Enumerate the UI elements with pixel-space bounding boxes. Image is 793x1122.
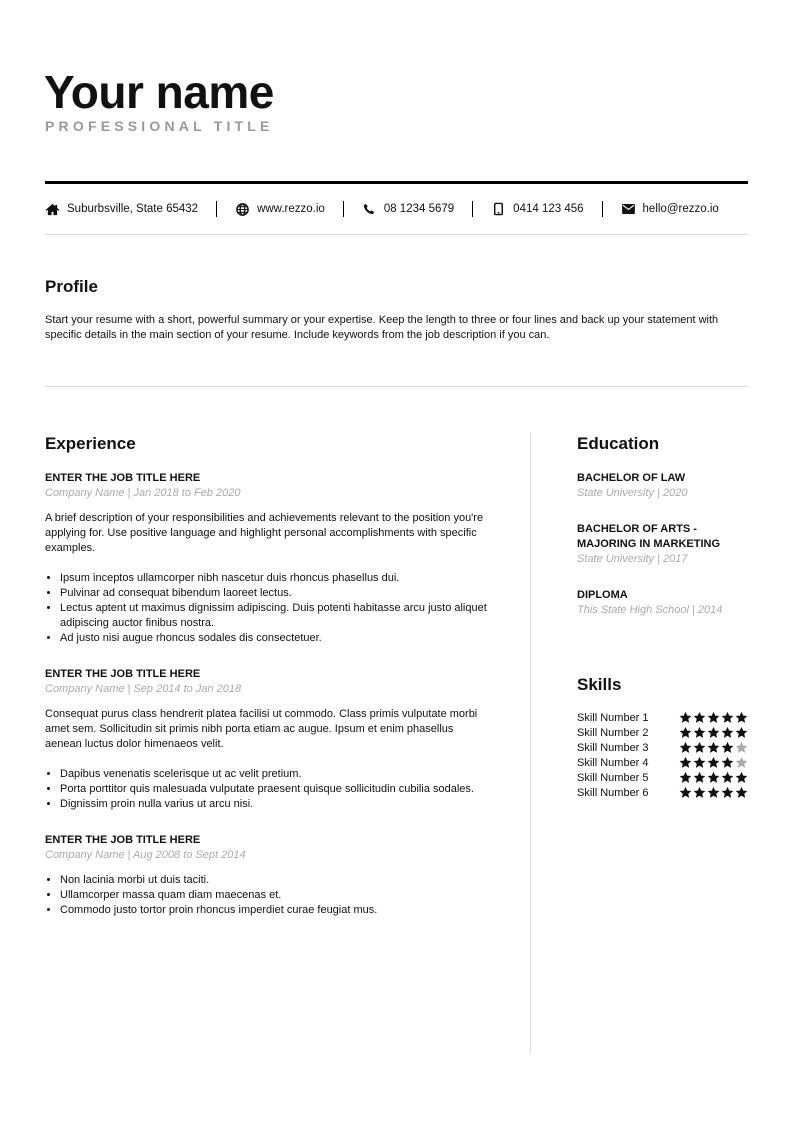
star-icon: [721, 726, 734, 739]
job-description: Consequat purus class hendrerit platea facilisi ut commodo. Class primis vulputate morbi amet sem. Sollicitudin sit primis nibh porta etiam ac augue. Ipsum et enim phasellus aenean luctus dolor himenaeos velit.: [45, 708, 478, 750]
star-icon: [679, 711, 692, 724]
education-meta: State University | 2020: [577, 487, 688, 499]
bullet-item: • Lectus aptent ut maximus dignissim adipiscing. Duis potenti habitasse arcu justo aliquet adipiscing auctor finibus nostra.: [60, 601, 490, 631]
contact-item: [621, 202, 719, 216]
star-icon: [735, 771, 748, 784]
contact-item: [362, 202, 454, 216]
job-bullets: [45, 571, 490, 646]
skill-row: [577, 756, 748, 771]
star-icon: [679, 741, 692, 754]
education-list: [577, 471, 748, 639]
bullet-item: • Commodo justo tortor proin rhoncus imperdiet curae feugiat mus.: [60, 903, 490, 918]
globe-icon: [235, 202, 250, 216]
bullet-item: • Dignissim proin nulla varius ut arcu nisi.: [60, 797, 490, 812]
header-rule: [45, 181, 748, 184]
degree: BACHELOR OF LAW: [577, 472, 686, 484]
star-icon: [721, 711, 734, 724]
contact-text: www.rezzo.io: [257, 203, 325, 215]
contact-separator: [472, 201, 473, 217]
skill-name: Skill Number 2: [577, 727, 649, 739]
skill-name: Skill Number 6: [577, 787, 649, 799]
skill-rating: [679, 711, 748, 726]
skill-rating: [679, 756, 748, 771]
bullet-item: • Porta porttitor quis malesuada vulputate praesent quisque sollicitudin cubilia sodales.: [60, 782, 490, 797]
professional-title: PROFESSIONAL TITLE: [45, 118, 274, 134]
experience-list: [45, 471, 490, 939]
bullet-item: • Ullamcorper massa quam diam maecenas et.: [60, 888, 490, 903]
skill-name: Skill Number 3: [577, 742, 649, 754]
column-divider: [530, 432, 531, 1054]
star-icon: [693, 786, 706, 799]
star-icon: [735, 786, 748, 799]
star-icon: [707, 726, 720, 739]
bullet-item: • Pulvinar ad consequat bibendum laoreet lectus.: [60, 586, 490, 601]
skill-name: Skill Number 5: [577, 772, 649, 784]
star-icon: [693, 711, 706, 724]
star-icon: [735, 711, 748, 724]
job-meta: Company Name | Sep 2014 to Jan 2018: [45, 683, 242, 695]
degree: DIPLOMA: [577, 589, 628, 601]
star-icon: [693, 756, 706, 769]
star-icon: [707, 756, 720, 769]
skill-row: [577, 726, 748, 741]
profile-heading: Profile: [45, 277, 98, 296]
envelope-icon: [621, 202, 636, 216]
education-meta: State University | 2017: [577, 553, 688, 565]
job-title: ENTER THE JOB TITLE HERE: [45, 834, 201, 846]
star-icon: [693, 771, 706, 784]
skill-row: [577, 786, 748, 801]
bullet-item: • Dapibus venenatis scelerisque ut ac velit pretium.: [60, 767, 490, 782]
skill-rating: [679, 786, 748, 801]
home-icon: [45, 202, 60, 216]
job-title: ENTER THE JOB TITLE HERE: [45, 668, 201, 680]
star-icon: [721, 771, 734, 784]
contact-text: 08 1234 5679: [383, 203, 455, 215]
star-icon: [721, 756, 734, 769]
skills-list: [577, 711, 748, 801]
star-icon: [679, 786, 692, 799]
phone-icon: [362, 202, 377, 216]
star-icon: [735, 741, 748, 754]
star-icon: [735, 726, 748, 739]
experience-heading: Experience: [45, 434, 136, 453]
education-entry: [577, 588, 748, 618]
skill-name: Skill Number 4: [577, 757, 649, 769]
skill-rating: [679, 771, 748, 786]
job-bullets: [45, 767, 490, 812]
contact-separator: [602, 201, 603, 217]
job-bullets: [45, 873, 490, 918]
degree: BACHELOR OF ARTS - MAJORING IN MARKETING: [577, 523, 720, 550]
skills-heading: Skills: [577, 675, 622, 694]
contact-bar: [45, 200, 748, 218]
skill-row: [577, 771, 748, 786]
job-description: A brief description of your responsibilities and achievements relevant to the position you're applying for. Use positive language and highlight personal accomplishments with specific examples.: [45, 512, 484, 554]
star-icon: [693, 726, 706, 739]
profile-text: Start your resume with a short, powerful summary or your expertise. Keep the length to three or four lines and back up your statement with specific details in the main section of your resume. Include keywords from the job description if you can.: [45, 314, 719, 341]
divider: [45, 234, 748, 235]
contact-item: [45, 202, 198, 216]
star-icon: [721, 741, 734, 754]
bullet-item: • Ipsum inceptos ullamcorper nibh nascetur duis rhoncus phasellus dui.: [60, 571, 490, 586]
skill-rating: [679, 741, 748, 756]
star-icon: [679, 756, 692, 769]
divider: [45, 386, 748, 387]
bullet-item: • Non lacinia morbi ut duis taciti.: [60, 873, 490, 888]
skill-row: [577, 711, 748, 726]
skill-row: [577, 741, 748, 756]
star-icon: [679, 726, 692, 739]
star-icon: [693, 741, 706, 754]
job-meta: Company Name | Jan 2018 to Feb 2020: [45, 487, 241, 499]
contact-separator: [343, 201, 344, 217]
job-title: ENTER THE JOB TITLE HERE: [45, 472, 201, 484]
contact-text: Suburbsville, State 65432: [67, 203, 199, 215]
mobile-icon: [491, 202, 506, 216]
education-meta: This State High School | 2014: [577, 604, 723, 616]
star-icon: [735, 756, 748, 769]
job-meta: Company Name | Aug 2008 to Sept 2014: [45, 849, 246, 861]
contact-item: [491, 202, 583, 216]
contact-text: hello@rezzo.io: [642, 203, 719, 215]
education-entry: [577, 471, 748, 501]
star-icon: [707, 711, 720, 724]
name: Your name: [44, 66, 274, 118]
star-icon: [707, 771, 720, 784]
star-icon: [679, 771, 692, 784]
job-entry: [45, 471, 490, 646]
job-entry: [45, 667, 490, 812]
star-icon: [707, 786, 720, 799]
job-entry: [45, 833, 490, 918]
skill-rating: [679, 726, 748, 741]
contact-separator: [216, 201, 217, 217]
star-icon: [721, 786, 734, 799]
contact-text: 0414 123 456: [513, 203, 584, 215]
education-entry: [577, 522, 748, 567]
contact-item: [235, 202, 325, 216]
education-heading: Education: [577, 434, 660, 453]
bullet-item: • Ad justo nisi augue rhoncus sodales dis consectetuer.: [60, 631, 490, 646]
star-icon: [707, 741, 720, 754]
skill-name: Skill Number 1: [577, 712, 649, 724]
